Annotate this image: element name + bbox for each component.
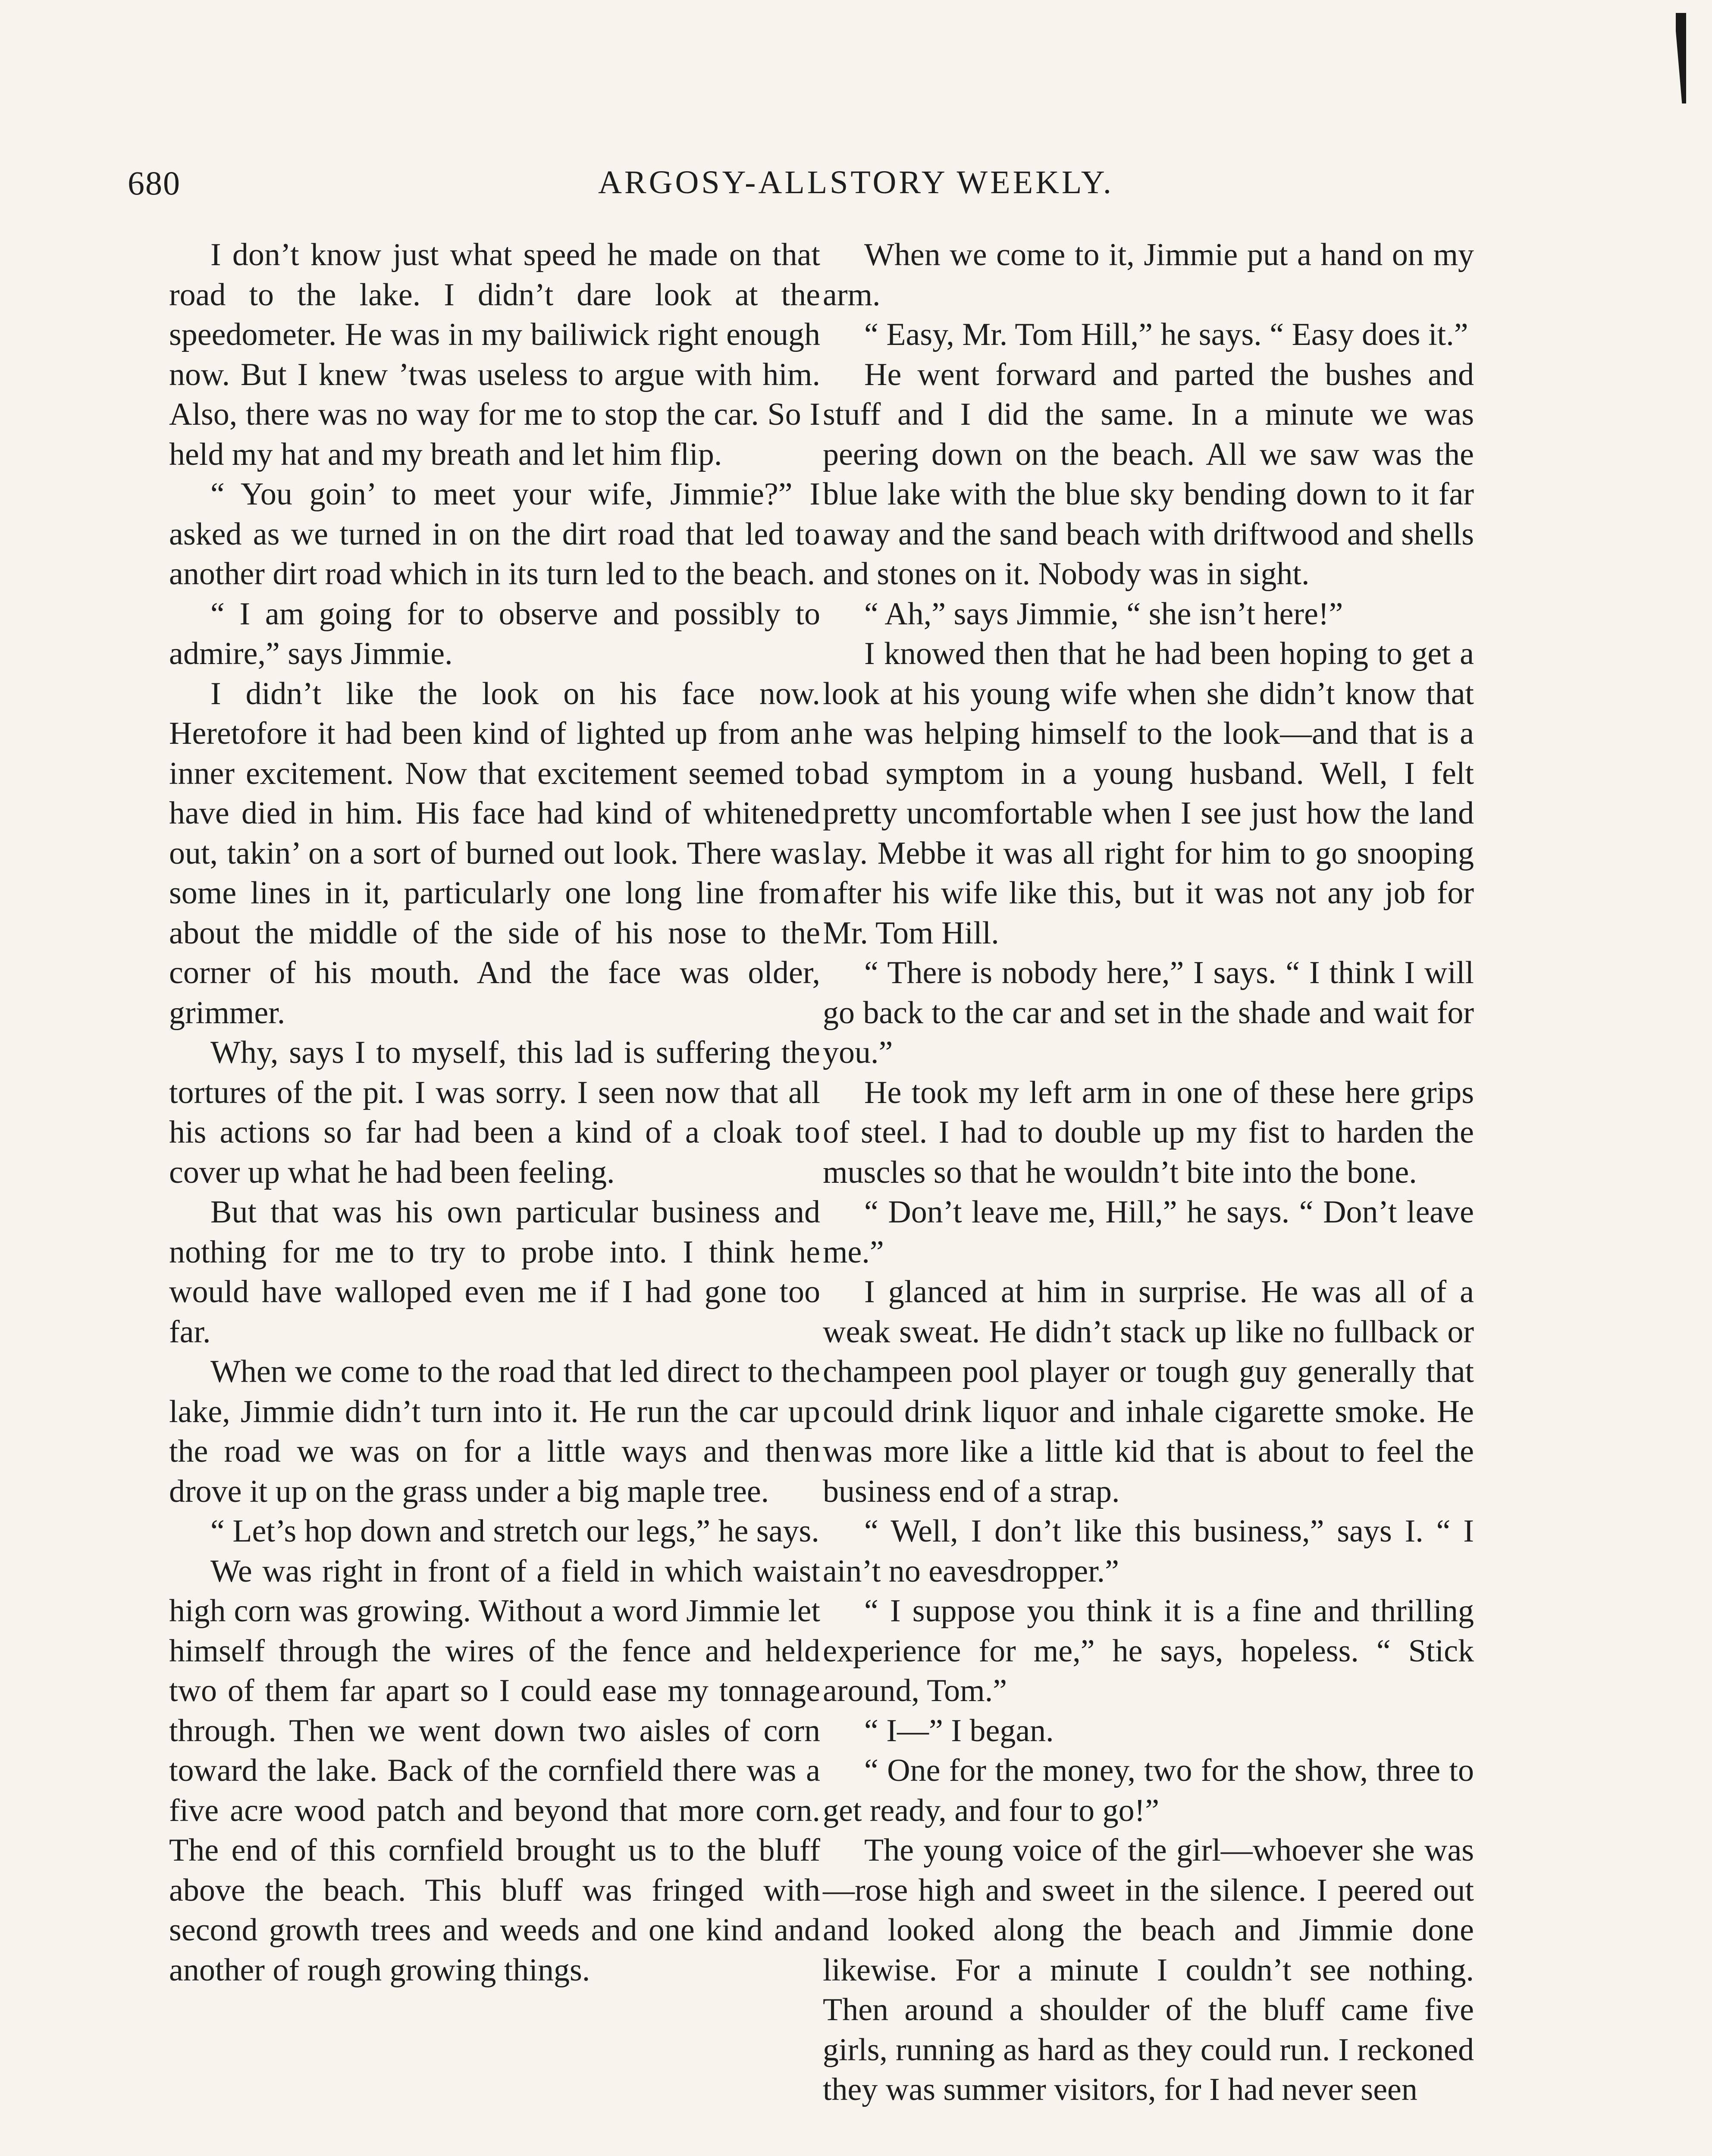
paragraph: We was right in front of a field in which waist high corn was growing. Without a word Jimmie let himself through the wires of the fence and held two of them far apart so I could ease my tonnage through. Then we went down two aisles of corn toward the lake. Back of the cornfield there was a five acre wood patch and beyond that more corn. The end of this cornfield brought us to the bluff above the beach. This bluff was fringed with second growth trees and weeds and one kind and another of rough growing things. [169,1553,820,1988]
paragraph: “ You goin’ to meet your wife, Jimmie?” I asked as we turned in on the dirt road that led to another dirt road which in its turn led to the beach. [169,476,820,592]
paragraph: “ There is nobody here,” I says. “ I think I will go back to the car and set in the shade and wait for you.” [823,955,1474,1070]
paragraph: I didn’t like the look on his face now. Heretofore it had been kind of lighted up from an inner excitement. Now that excitement seemed to have died in him. His face had kind of whitened out, takin’ on a sort of burned out look. There was some lines in it, particularly one long line from about the middle of the side of his nose to the corner of his mouth. And the face was older, grimmer. [169,676,820,1031]
paragraph: “ I am going for to observe and possibly to admire,” says Jimmie. [169,596,820,671]
page-number: 680 [128,164,181,202]
paragraph: But that was his own particular business and nothing for me to try to probe into. I think he would have walloped even me if I had gone too far. [169,1194,820,1350]
paragraph: I knowed then that he had been hoping to get a look at his young wife when she didn’t know that he was helping himself to the look—and that is a bad symptom in a young husband. Well, I felt pretty uncomfortable when I see just how the land lay. Mebbe it was all right for him to go snooping after his wife like this, but it was not any job for Mr. Tom Hill. [823,636,1474,951]
paragraph: “ Well, I don’t like this business,” says I. “ I ain’t no eavesdropper.” [823,1514,1474,1589]
left-column [169,235,820,1990]
scan-mark-top [1676,13,1686,103]
paragraph: “ Easy, Mr. Tom Hill,” he says. “ Easy does it.” [864,317,1468,352]
paragraph: When we come to it, Jimmie put a hand on my arm. [823,237,1474,313]
paragraph: Why, says I to myself, this lad is suffering the tortures of the pit. I was sorry. I seen now that all his actions so far had been a kind of a cloak to cover up what he had been feeling. [169,1035,820,1190]
paragraph: He took my left arm in one of these here grips of steel. I had to double up my fist to harden the muscles so that he wouldn’t bite into the bone. [823,1075,1474,1190]
paragraph: “ One for the money, two for the show, three to get ready, and four to go!” [823,1753,1474,1828]
paragraph: “ I—” I began. [864,1713,1054,1749]
paragraph: “ Ah,” says Jimmie, “ she isn’t here!” [864,596,1343,632]
running-head: ARGOSY-ALLSTORY WEEKLY. [598,164,1114,201]
paragraph: The young voice of the girl—whoever she was—rose high and sweet in the silence. I peered out and looked along the beach and Jimmie done likewise. For a minute I couldn’t see nothing. Then around a shoulder of the bluff came five girls, running as hard as they could run. I reckoned they was summer visitors, for I had never seen [823,1833,1474,2107]
paragraph: I don’t know just what speed he made on that road to the lake. I didn’t dare look at the speedometer. He was in my bailiwick right enough now. But I knew ’twas useless to argue with him. Also, there was no way for me to stop the car. So I held my hat and my breath and let him flip. [169,237,820,472]
paragraph: He went forward and parted the bushes and stuff and I did the same. In a minute we was peering down on the beach. All we saw was the blue lake with the blue sky bending down to it far away and the sand beach with driftwood and shells and stones on it. Nobody was in sight. [823,357,1474,592]
paragraph: When we come to the road that led direct to the lake, Jimmie didn’t turn into it. He run the car up the road we was on for a little ways and then drove it up on the grass under a big maple tree. [169,1354,820,1509]
paragraph: I glanced at him in surprise. He was all of a weak sweat. He didn’t stack up like no fullback or champeen pool player or tough guy generally that could drink liquor and inhale cigarette smoke. He was more like a little kid that is about to feel the business end of a strap. [823,1274,1474,1509]
paragraph: “ I suppose you think it is a fine and thrilling experience for me,” he says, hopeless. “ Stick around, Tom.” [823,1593,1474,1708]
paragraph: “ Don’t leave me, Hill,” he says. “ Don’t leave me.” [823,1194,1474,1270]
right-column [823,235,1474,2110]
paragraph: “ Let’s hop down and stretch our legs,” he says. [210,1514,819,1549]
